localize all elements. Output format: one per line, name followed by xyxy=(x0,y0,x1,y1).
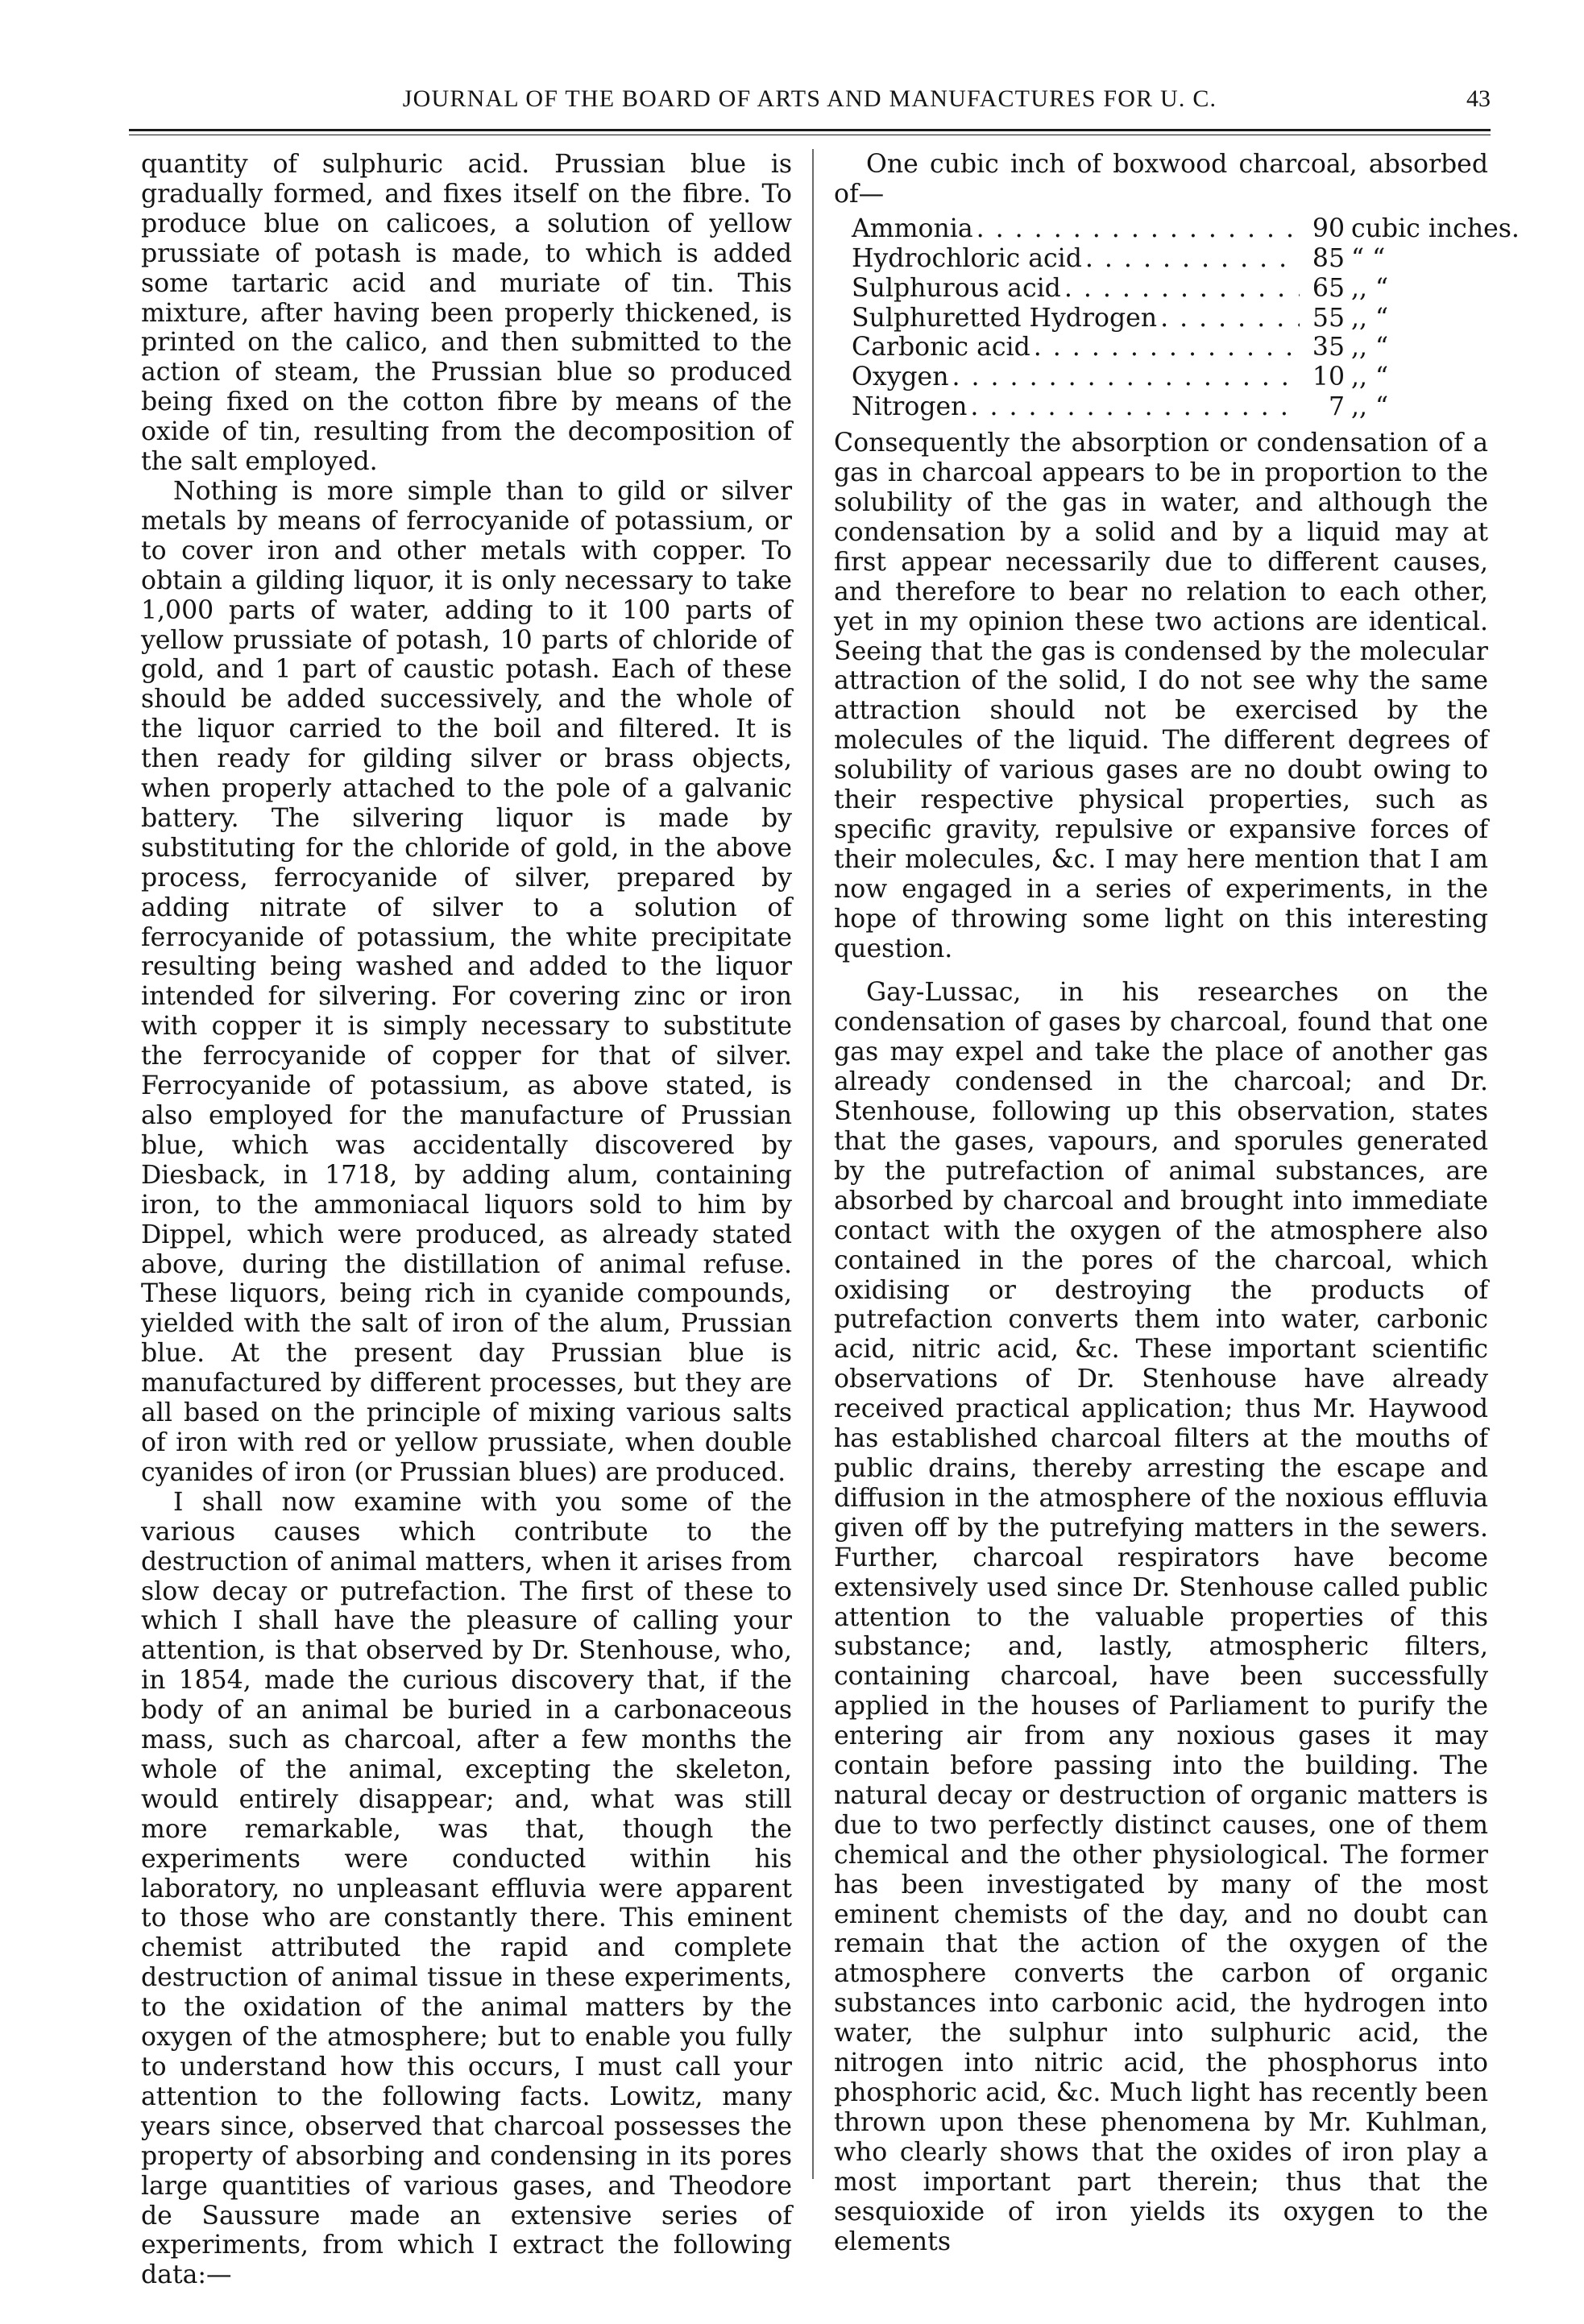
gas-name: Hydrochloric acid xyxy=(852,243,1082,273)
paragraph-gay-lussac: Gay-Lussac, in his researches on the condensation of gases by charcoal, found that one gas may expel and take the place of another gas already condensed in the charcoal; and Dr. Stenhouse, following up this observation, states that the gases, vapours, and sporules generated by the putrefaction of animal substances, are absorbed by charcoal and brought into immediate contact with the oxygen of the atmosphere also contained in the pores of the charcoal, which oxidising or destroying the products of putrefaction converts them into water, carbonic acid, nitric acid, &c. These important scientific observations of Dr. Stenhouse have already received practical application; thus Mr. Haywood has established charcoal filters at the mouths of public drains, thereby arresting the escape and diffusion in the atmosphere of the noxious effluvia given off by the putrefying matters in the sewers. Further, charcoal respirators have become extensively used since Dr. Stenhouse called public attention to the valuable properties of this substance; and, lastly, atmospheric filters, containing charcoal, have been successfully applied in the houses of Parliament to purify the entering air from any noxious gases it may contain before passing into the building. The natural decay or destruction of organic matters is due to two perfectly distinct causes, one of them chemical and the other physiological. The former has been investigated by many of the most eminent chemists of the day, and no doubt can remain that the action of the oxygen of the atmosphere converts the carbon of organic substances into carbonic acid, the hydrogen into water, the sulphur into sulphuric acid, the nitrogen into nitric acid, the phosphorus into phosphoric acid, &c. Much light has recently been thrown upon these phenomena by Mr. Kuhlman, who clearly shows that the oxides of iron play a most important part therein; thus that the sesquioxide of iron yields its oxygen to the elements xyxy=(834,978,1488,2256)
gas-name: Ammonia xyxy=(852,213,973,243)
paragraph-gilding-silvering: Nothing is more simple than to gild or silver metals by means of ferrocyanide of potassium, or to cover iron and other metals with copper. To obtain a gilding liquor, it is only necessary to take 1,000 parts of water, adding to it 100 parts of yellow prussiate of potash, 10 parts of chloride of gold, and 1 part of caustic potash. Each of these should be added successively, and the whole of the liquor carried to the boil and filtered. It is then ready for gilding silver or brass objects, when properly attached to the pole of a galvanic battery. The silvering liquor is made by substituting for the chloride of gold, in the above process, ferrocyanide of silver, prepared by adding nitrate of silver to a solution of ferrocyanide of potassium, the white precipitate resulting being washed and added to the liquor intended for silvering. For covering zinc or iron with copper it is simply necessary to substitute the ferrocyanide of copper for that of silver. Ferrocyanide of potassium, as above stated, is also employed for the manufacture of Prussian blue, which was accidentally discovered by Diesback, in 1718, by adding alum, containing iron, to the ammoniacal liquors sold to him by Dippel, which were produced, as already stated above, during the distillation of animal refuse. These liquors, being rich in cyanide compounds, yielded with the salt of iron of the alum, Prussian blue. At the present day Prussian blue is manufactured by different processes, but they are all based on the principle of mixing various salts of iron with red or yellow prussiate, when double cyanides of iron (or Prussian blues) are produced. xyxy=(141,476,792,1487)
table-row xyxy=(834,304,1488,333)
page-number: 43 xyxy=(1466,85,1491,112)
table-row xyxy=(834,274,1488,304)
gas-name: Nitrogen xyxy=(852,392,968,422)
gas-unit: ,, “ xyxy=(1351,333,1389,362)
gas-volume: 10 xyxy=(1312,362,1345,392)
gas-unit: ,, “ xyxy=(1351,362,1389,392)
table-intro: One cubic inch of boxwood charcoal, absorbed of— xyxy=(834,150,1488,209)
table-row xyxy=(834,333,1488,362)
gas-volume: 85 xyxy=(1312,243,1345,273)
table-row xyxy=(834,362,1488,392)
gas-unit: ,, “ xyxy=(1351,392,1389,422)
gas-volume: 55 xyxy=(1312,303,1345,333)
gas-unit: ,, “ xyxy=(1351,273,1389,303)
right-column xyxy=(834,150,1520,2256)
gas-name: Sulphuretted Hydrogen xyxy=(852,303,1158,333)
paragraph-prussian-blue-fibre: quantity of sulphuric acid. Prussian blue is gradually formed, and fixes itself on the fibre. To produce blue on calicoes, a solution of yellow prussiate of potash is made, to which is added some tartaric acid and muriate of tin. This mixture, after having been properly thickened, is printed on the calico, and then submitted to the action of steam, the Prussian blue so produced being fixed on the cotton fibre by means of the oxide of tin, resulting from the decomposition of the salt employed. xyxy=(141,150,792,477)
dot-leader xyxy=(977,214,1300,244)
gas-unit: “ “ xyxy=(1351,243,1386,273)
dot-leader xyxy=(1064,274,1300,304)
dot-leader xyxy=(970,392,1300,422)
table-row xyxy=(834,244,1488,274)
table-row xyxy=(834,213,1520,244)
column-divider xyxy=(812,149,814,2179)
paragraph-destruction-animal-matters: I shall now examine with you some of the various causes which contribute to the destruction of animal matters, when it arises from slow decay or putrefaction. The first of these to which I shall have the pleasure of calling your attention, is that observed by Dr. Stenhouse, who, in 1854, made the curious discovery that, if the body of an animal be buried in a carbonaceous mass, such as charcoal, after a few months the whole of the animal, excepting the skeleton, would entirely disappear; and, what was still more remarkable, was that, though the experiments were conducted within his laboratory, no unpleasant effluvia were apparent to those who are constantly there. This eminent chemist attributed the rapid and complete destruction of animal tissue in these experiments, to the oxidation of the animal matters by the oxygen of the atmosphere; but to enable you fully to understand how this occurs, I must call your attention to the following facts. Lowitz, many years since, observed that charcoal possesses the property of absorbing and condensing in its pores large quantities of various gases, and Theodore de Saussure made an extensive series of experiments, from which I extract the following data:— xyxy=(141,1487,792,2290)
dot-leader xyxy=(1160,304,1300,333)
gas-name: Carbonic acid xyxy=(852,333,1030,362)
left-column xyxy=(141,150,792,2290)
paragraph-absorption-solubility: Consequently the absorption or condensation of a gas in charcoal appears to be in proportion to the solubility of the gas in water, and although the condensation by a solid and by a liquid may at first appear necessarily due to different causes, and therefore to bear no relation to each other, yet in my opinion these two actions are identical. Seeing that the gas is condensed by the molecular attraction of the solid, I do not see why the same attraction should not be exercised by the molecules of the liquid. The different degrees of solubility of various gases are no doubt owing to their respective physical properties, such as specific gravity, repulsive or expansive forces of their molecules, &c. I may here mention that I am now engaged in a series of experiments, in the hope of throwing some light on this interesting question. xyxy=(834,429,1488,963)
gas-absorption-table xyxy=(834,213,1520,422)
gas-name: Oxygen xyxy=(852,362,949,392)
gas-volume: 35 xyxy=(1312,333,1345,362)
running-head: JOURNAL OF THE BOARD OF ARTS AND MANUFACTURES FOR U. C. xyxy=(402,85,1217,112)
dot-leader xyxy=(1085,244,1300,274)
header-rule xyxy=(129,129,1491,131)
gas-volume: 90 xyxy=(1312,213,1345,243)
gas-volume: 65 xyxy=(1312,273,1345,303)
dot-leader xyxy=(952,362,1300,392)
dot-leader xyxy=(1034,333,1300,362)
gas-unit: ,, “ xyxy=(1351,303,1389,333)
gas-unit: cubic inches. xyxy=(1351,213,1520,243)
page-header xyxy=(129,79,1491,127)
gas-name: Sulphurous acid xyxy=(852,273,1061,303)
gas-volume: 7 xyxy=(1328,392,1345,422)
table-row xyxy=(834,392,1488,422)
